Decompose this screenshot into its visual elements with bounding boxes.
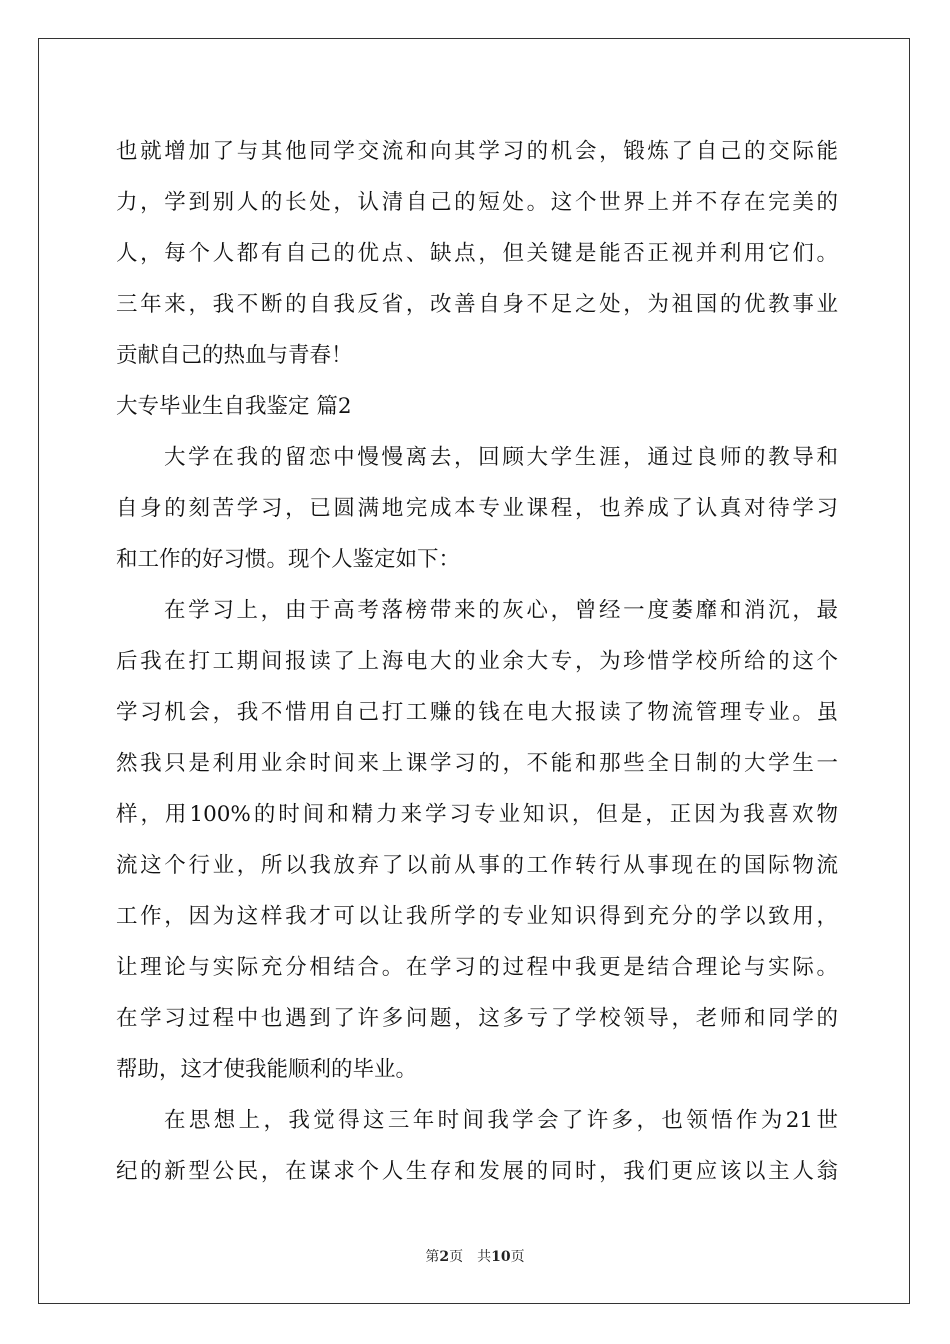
text-line: 工作，因为这样我才可以让我所学的专业知识得到充分的学以致用， xyxy=(116,904,838,929)
text-line: 大专毕业生自我鉴定 篇2 xyxy=(116,394,352,419)
text-line: 也就增加了与其他同学交流和向其学习的机会，锻炼了自己的交际能 xyxy=(116,139,838,164)
text-line: 大学在我的留恋中慢慢离去，回顾大学生涯，通过良师的教导和 xyxy=(164,445,838,470)
text-line: 样，用100%的时间和精力来学习专业知识，但是，正因为我喜欢物 xyxy=(116,802,838,827)
total-label-suffix: 页 xyxy=(510,1249,525,1265)
text-line: 自身的刻苦学习，已圆满地完成本专业课程，也养成了认真对待学习 xyxy=(116,496,838,521)
text-line: 三年来，我不断的自我反省，改善自身不足之处，为祖国的优教事业 xyxy=(116,292,838,317)
text-line: 让理论与实际充分相结合。在学习的过程中我更是结合理论与实际。 xyxy=(116,955,838,980)
text-line: 在思想上，我觉得这三年时间我学会了许多，也领悟作为21世 xyxy=(164,1108,838,1133)
current-page-number: 2 xyxy=(439,1249,450,1265)
text-line: 人，每个人都有自己的优点、缺点，但关键是能否正视并利用它们。 xyxy=(116,241,838,266)
text-line: 帮助，这才使我能顺利的毕业。 xyxy=(116,1057,418,1082)
text-line: 贡献自己的热血与青春！ xyxy=(116,343,353,368)
text-line: 后我在打工期间报读了上海电大的业余大专，为珍惜学校所给的这个 xyxy=(116,649,838,674)
text-line: 力，学到别人的长处，认清自己的短处。这个世界上并不存在完美的 xyxy=(116,190,838,215)
text-line: 纪的新型公民，在谋求个人生存和发展的同时，我们更应该以主人翁 xyxy=(116,1159,838,1184)
text-line: 在学习过程中也遇到了许多问题，这多亏了学校领导，老师和同学的 xyxy=(116,1006,838,1031)
total-page-number: 10 xyxy=(491,1249,511,1265)
text-line: 然我只是利用业余时间来上课学习的，不能和那些全日制的大学生一 xyxy=(116,751,838,776)
text-line: 和工作的好习惯。现个人鉴定如下： xyxy=(116,547,461,572)
total-label-prefix: 共 xyxy=(477,1249,492,1265)
text-line: 在学习上，由于高考落榜带来的灰心，曾经一度萎靡和消沉，最 xyxy=(164,598,838,623)
page-footer xyxy=(0,1246,950,1266)
document-body xyxy=(116,126,838,1197)
page-label-suffix: 页 xyxy=(449,1249,464,1265)
text-line: 流这个行业，所以我放弃了以前从事的工作转行从事现在的国际物流 xyxy=(116,853,838,878)
text-line: 学习机会，我不惜用自己打工赚的钱在电大报读了物流管理专业。虽 xyxy=(116,700,838,725)
page-label-prefix: 第 xyxy=(425,1249,440,1265)
